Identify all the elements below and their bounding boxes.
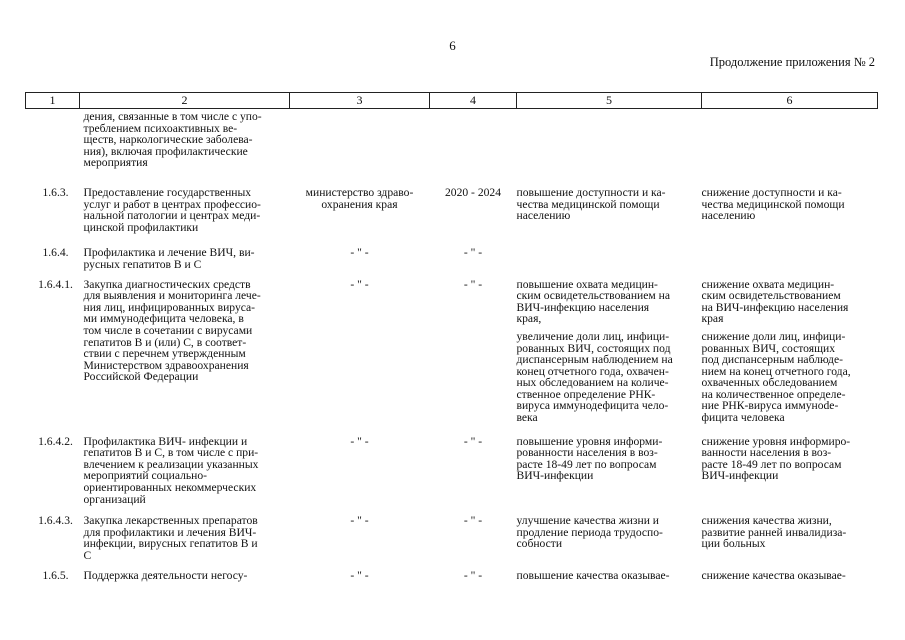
row-consequence — [702, 169, 878, 233]
row-name: Закупка лекарственных препаратов для профилактики и лечения ВИЧ- инфекции, вирусных гепатитов В и С — [83, 514, 258, 562]
row-name: Профилактика ВИЧ- инфекции и гепатитов В и С, в том числе с при- влечением к реализации указанных мероприятий социально- ориентированных некоммерческих организаций — [83, 434, 259, 506]
row-consequence — [702, 233, 878, 270]
row-period: - " - — [463, 568, 483, 582]
table-row — [26, 169, 878, 233]
result-paragraph: улучшение качества жизни и продление периода трудоспо- собности — [516, 514, 663, 551]
row-result — [517, 169, 702, 233]
result-paragraph: повышение качества оказывае- — [516, 568, 670, 582]
page-number: 6 — [449, 38, 456, 53]
row-result — [517, 271, 702, 424]
table-row — [26, 562, 878, 582]
row-period: - " - — [463, 277, 483, 291]
table-row — [26, 424, 878, 506]
continuation-text: дения, связанные в том числе с упо- треблением психоактивных ве- ществ, наркологические заболева- ния), включая профилактические мероприятия — [83, 110, 262, 170]
row-number: 1.6.3. — [42, 185, 69, 199]
col-header-6: 6 — [702, 93, 878, 109]
consequence-paragraph: снижение доли лиц, инфици- рованных ВИЧ, состоящих под диспансерным наблюде- нием на конец отчетного года, охваченных обследованием на количественное определе- ние РНК-вируса иммунode- фицита человека — [701, 329, 851, 425]
row-name: Профилактика и лечение ВИЧ, ви- русных гепатитов В и С — [83, 246, 255, 271]
row-period: - " - — [463, 246, 483, 260]
row-executor: - " - — [350, 514, 369, 528]
result-paragraph: повышение доступности и ка- чества медицинской помощи населению — [516, 185, 666, 223]
row-result — [517, 505, 702, 561]
col-header-1: 1 — [26, 93, 80, 109]
row-number: 1.6.4. — [42, 246, 69, 260]
table-row — [26, 233, 878, 270]
header-row — [26, 93, 878, 109]
consequence-paragraph: снижение качества оказывае- — [701, 568, 846, 582]
appendix-note: Продолжение приложения № 2 — [709, 55, 875, 69]
col-header-2: 2 — [80, 93, 290, 109]
row-number: 1.6.5. — [42, 568, 69, 582]
row-period: - " - — [463, 514, 483, 528]
row-executor: - " - — [350, 568, 369, 582]
continuation-row — [26, 109, 878, 169]
row-result — [517, 562, 702, 582]
result-paragraph: увеличение доли лиц, инфици- рованных ВИЧ, состоящих под диспансерным наблюдением на конец отчетного года, охвачен- ных обследованием на количе- ственное определение РНК- вируса иммунодефицита чело- века — [516, 329, 673, 425]
row-consequence — [702, 505, 878, 561]
result-paragraph: повышение уровня информи- рованности населения в воз- расте 18-49 лет по вопросам ВИЧ-инфекции — [516, 434, 663, 483]
row-consequence — [702, 424, 878, 506]
row-number: 1.6.4.3. — [38, 514, 73, 528]
row-name: Поддержка деятельности негосу- — [83, 568, 248, 582]
row-executor: - " - — [350, 434, 369, 448]
col-header-3: 3 — [290, 93, 430, 109]
row-consequence — [702, 271, 878, 424]
row-period: - " - — [463, 434, 483, 448]
result-paragraph: повышение охвата медицин- ским освидетельствованием на ВИЧ-инфекцию населения края, — [516, 277, 670, 326]
row-executor: - " - — [350, 277, 369, 291]
row-name: Закупка диагностических средств для выявления и мониторинга лече- ния лиц, инфицированных вируса- ми иммунодефицита человека, в том числе в сочетании с вирусами гепатитов В и (или) С, в соответ- ствии с перечнем утвержденным Министерством здравоохранения Российской Федерации — [83, 277, 261, 384]
col-header-4: 4 — [430, 93, 517, 109]
consequence-paragraph: снижение охвата медицин- ским освидетельствованием на ВИЧ-инфекцию населения края — [701, 277, 849, 326]
consequence-paragraph: снижение доступности и ка- чества медицинской помощи населению — [701, 185, 845, 223]
row-result — [517, 233, 702, 270]
consequence-paragraph: снижения качества жизни, развитие ранней инвалидиза- ции больных — [701, 514, 847, 551]
row-consequence — [702, 562, 878, 582]
row-result — [517, 424, 702, 506]
consequence-paragraph: снижение уровня информиро- ванности населения в воз- расте 18-49 лет по вопросам ВИЧ-инфекции — [701, 434, 851, 483]
row-number: 1.6.4.2. — [38, 434, 73, 448]
row-period: 2020 - 2024 — [444, 185, 502, 199]
row-executor: - " - — [350, 246, 369, 260]
row-executor: министерство здраво- охранения края — [305, 185, 414, 211]
row-name: Предоставление государственных услуг и работ в центрах профессио- нальной патологии и центрах меди- цинской профилактики — [83, 185, 261, 234]
table-row — [26, 271, 878, 424]
table-row — [26, 505, 878, 561]
program-table — [25, 92, 878, 581]
col-header-5: 5 — [517, 93, 702, 109]
row-number: 1.6.4.1. — [38, 277, 73, 291]
